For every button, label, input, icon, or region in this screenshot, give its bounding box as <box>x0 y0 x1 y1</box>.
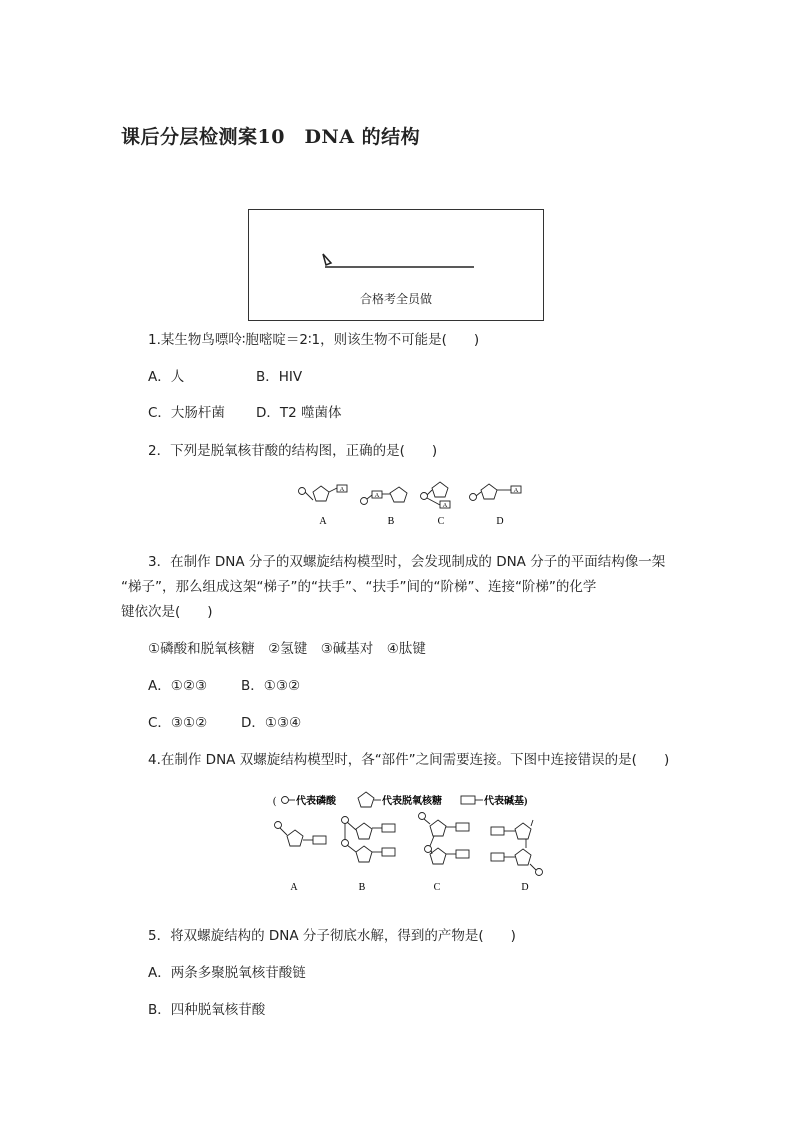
svg-text:A: A <box>442 502 448 509</box>
q2-label-b: B <box>387 516 395 527</box>
q3-option-b: B．①③② <box>241 678 301 694</box>
q5-stem: 5．将双螺旋结构的 DNA 分子彻底水解，得到的产物是( ) <box>148 928 516 944</box>
q2-nucleotide-figure <box>290 478 530 530</box>
q4-label-a: A <box>290 882 298 893</box>
banner-label: 合格考全员做 <box>359 292 432 306</box>
q2-stem: 2．下列是脱氧核苷酸的结构图，正确的是( ) <box>148 443 438 459</box>
q1-stem: 1.某生物鸟嘌呤∶胞嘧啶＝2∶1，则该生物不可能是( ) <box>148 332 480 348</box>
q2-label-a: A <box>319 516 327 527</box>
svg-text:A: A <box>339 486 345 493</box>
q1-option-a: A．人 <box>148 369 185 385</box>
q4-label-c: C <box>433 882 441 893</box>
q4-label-d: D <box>521 882 529 893</box>
q4-structure-a <box>275 822 327 847</box>
q1-option-b: B．HIV <box>256 369 303 385</box>
q5-option-b: B．四种脱氧核苷酸 <box>148 1002 266 1018</box>
q1-option-d: D．T2 噬菌体 <box>256 405 342 421</box>
q1-option-c: C．大肠杆菌 <box>148 405 225 421</box>
q4-legend <box>273 792 527 807</box>
q2-label-d: D <box>496 516 504 527</box>
page-title: 课后分层检测案10 DNA 的结构 <box>121 126 421 148</box>
svg-text:A: A <box>374 492 380 499</box>
q3-stem-line1: 3．在制作 DNA 分子的双螺旋结构模型时，会发现制成的 DNA 分子的平面结构像一架 <box>148 554 666 570</box>
q3-option-c: C．③①② <box>148 715 208 731</box>
q3-option-d: D．①③④ <box>241 715 302 731</box>
q4-structure-d <box>491 820 543 876</box>
svg-text:代表脱氧核糖: 代表脱氧核糖 <box>382 796 442 807</box>
q4-dna-connection-figure <box>270 790 560 895</box>
svg-text:(: ( <box>273 796 277 807</box>
svg-text:A: A <box>513 487 519 494</box>
q2-label-c: C <box>437 516 445 527</box>
q2-structure-c <box>421 482 451 509</box>
q2-structure-a <box>299 485 348 501</box>
svg-text:代表碱基): 代表碱基) <box>484 796 528 807</box>
section-banner <box>248 209 544 321</box>
q3-stem-line2: “梯子”，那么组成这架“梯子”的“扶手”、“扶手”间的“阶梯”、连接“阶梯”的化学 <box>121 579 597 595</box>
q4-stem: 4.在制作 DNA 双螺旋结构模型时，各“部件”之间需要连接。下图中连接错误的是( ) <box>148 752 670 768</box>
q3-stem-line3: 键依次是( ) <box>121 604 213 620</box>
q3-items: ①磷酸和脱氧核糖 ②氢键 ③碱基对 ④肽键 <box>148 641 426 657</box>
q2-structure-d <box>470 484 522 501</box>
q5-option-a: A．两条多聚脱氧核苷酸链 <box>148 965 306 981</box>
q4-label-b: B <box>358 882 366 893</box>
q4-structure-c <box>419 813 470 865</box>
svg-text:代表磷酸: 代表磷酸 <box>296 796 336 807</box>
q3-option-a: A．①②③ <box>148 678 208 694</box>
q4-structure-b <box>342 817 396 863</box>
q2-structure-b <box>361 487 408 505</box>
